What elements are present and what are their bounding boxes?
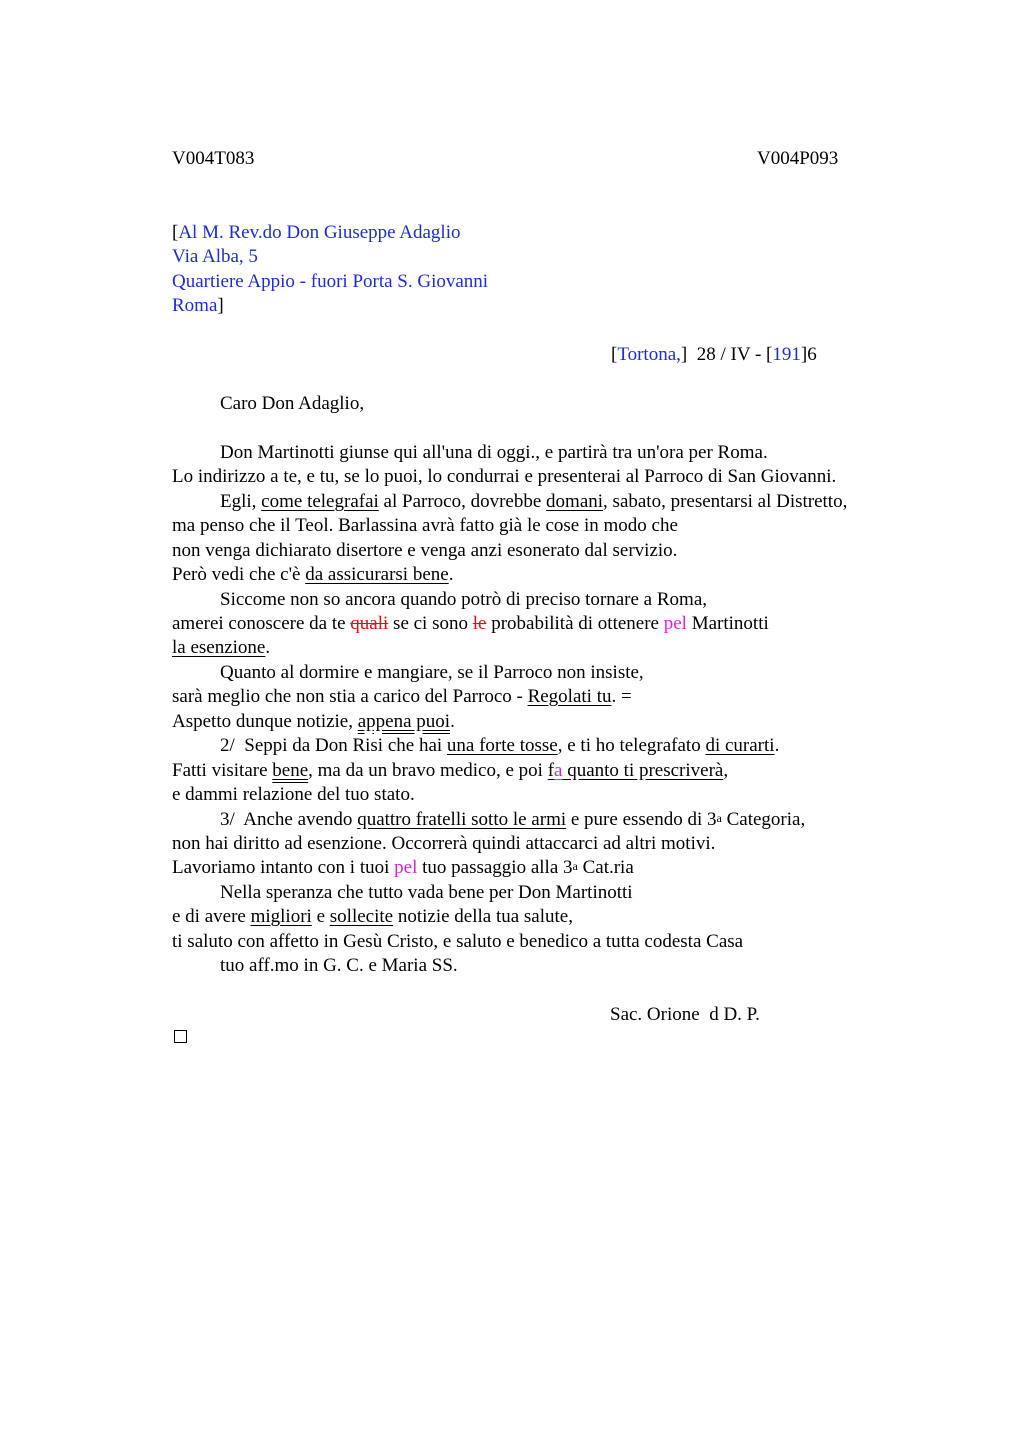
letter-date: [Tortona,] 28 / IV - [191]6 [611,344,817,365]
document-code-right: V004P093 [757,148,839,169]
body-line: Egli, come telegrafai al Parroco, dovrebbe domani, sabato, presentarsi al Distretto, [220,491,848,512]
body-line: ti saluto con affetto in Gesù Cristo, e saluto e benedico a tutta codesta Casa [172,931,744,952]
deleted-word: quali [350,613,389,634]
closing-line: tuo aff.mo in G. C. e Maria SS. [220,955,458,976]
body-line: Don Martinotti giunse qui all'una di oggi., e partirà tra un'ora per Roma. [220,442,768,463]
address-line-1: [Al M. Rev.do Don Giuseppe Adaglio [172,222,461,243]
body-line: Lavoriamo intanto con i tuoi pel tuo passaggio alla 3$^a$ Cat.ria [172,857,634,878]
body-line: sarà meglio che non stia a carico del Parroco - Regolati tu. = [172,686,632,707]
body-line: Però vedi che c'è da assicurarsi bene. [172,564,454,585]
body-line: non venga dichiarato disertore e venga anzi esonerato dal servizio. [172,540,678,561]
signature: Sac. Orione d D. P. [610,1004,760,1025]
document-code-left: V004T083 [172,148,255,169]
body-line: la esenzione. [172,637,271,658]
body-line: e dammi relazione del tuo stato. [172,784,415,805]
inserted-letter: a [554,760,563,781]
inserted-word: pel [663,613,687,634]
body-line: amerei conoscere da te quali se ci sono le probabilità di ottenere pel Martinotti [172,613,769,634]
address-line-3: Quartiere Appio - fuori Porta S. Giovanni [172,271,489,292]
body-line: Quanto al dormire e mangiare, se il Parroco non insiste, [220,662,644,683]
body-line: 3/ Anche avendo quattro fratelli sotto le armi e pure essendo di 3$^a$ Categoria, [220,809,806,830]
end-marker-box [174,1030,187,1043]
address-line-2: Via Alba, 5 [172,246,258,267]
body-line: Nella speranza che tutto vada bene per Don Martinotti [220,882,633,903]
body-line: Lo indirizzo a te, e tu, se lo puoi, lo condurrai e presenterai al Parroco di San Giovanni. [172,466,837,487]
body-line: Siccome non so ancora quando potrò di preciso tornare a Roma, [220,589,707,610]
body-line: 2/ Seppi da Don Risi che hai una forte tosse, e ti ho telegrafato di curarti. [220,735,780,756]
body-line: Fatti visitare bene, ma da un bravo medico, e poi fa quanto ti prescriverà, [172,760,729,781]
salutation: Caro Don Adaglio, [220,393,365,414]
deleted-word: le [472,613,487,634]
body-line: Aspetto dunque notizie, appena puoi. [172,711,455,732]
inserted-word: pel [394,857,418,878]
body-line: e di avere migliori e sollecite notizie della tua salute, [172,906,573,927]
body-line: non hai diritto ad esenzione. Occorrerà quindi attaccarci ad altri motivi. [172,833,716,854]
address-line-4: Roma] [172,295,224,316]
body-line: ma penso che il Teol. Barlassina avrà fatto già le cose in modo che [172,515,678,536]
